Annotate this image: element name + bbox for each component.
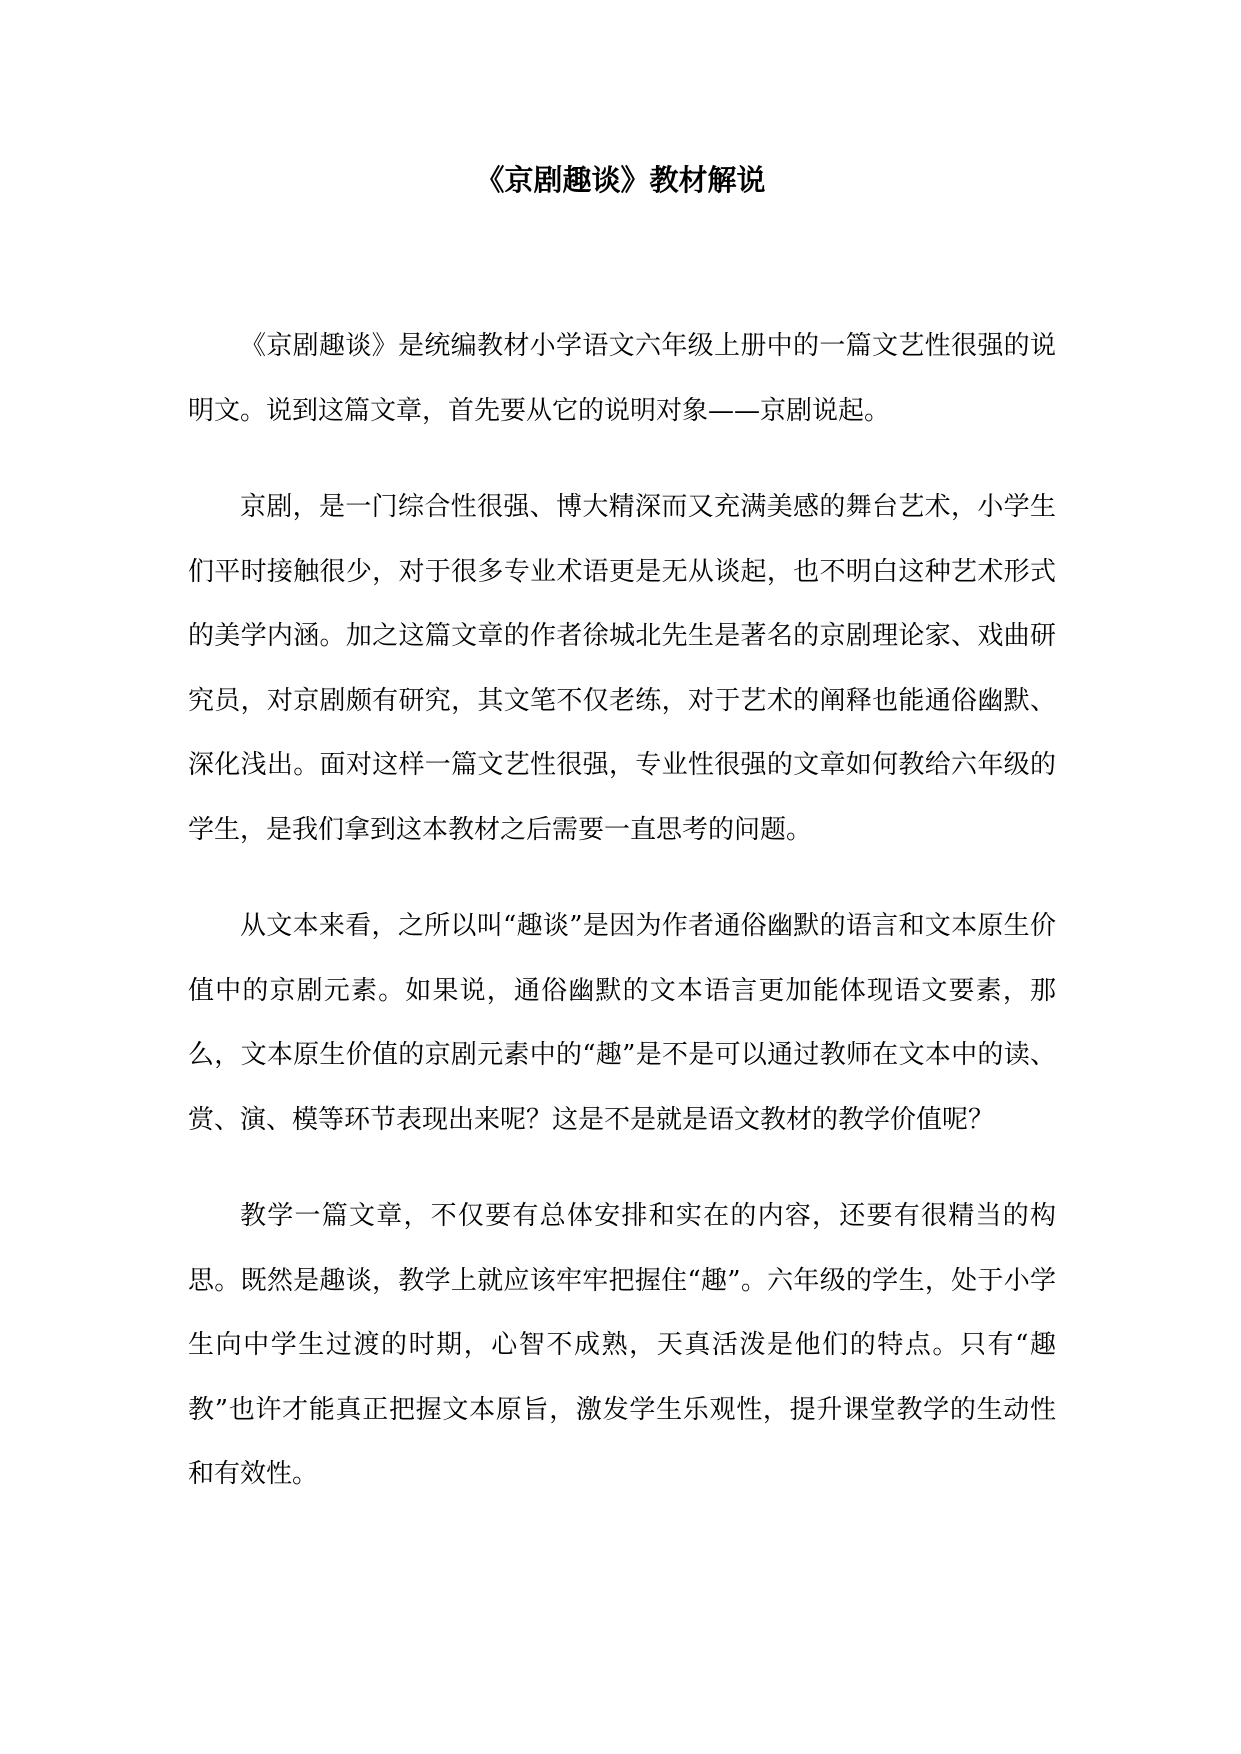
document-title: 《京剧趣谈》教材解说	[475, 163, 766, 197]
paragraph-2: 京剧，是一门综合性很强、博大精深而又充满美感的舞台艺术，小学生们平时接触很少，对于很多专业术语更是无从谈起，也不明白这种艺术形式的美学内涵。加之这篇文章的作者徐城北先生是著名的京剧理论家、戏曲研究员，对京剧颇有研究，其文笔不仅老练，对于艺术的阐释也能通俗幽默、深化浅出。面对这样一篇文艺性很强，专业性很强的文章如何教给六年级的学生，是我们拿到这本教材之后需要一直思考的问题。	[188, 492, 1056, 845]
paragraph-1: 《京剧趣谈》是统编教材小学语文六年级上册中的一篇文艺性很强的说明文。说到这篇文章，首先要从它的说明对象——京剧说起。	[188, 331, 1056, 426]
paragraph-4: 教学一篇文章，不仅要有总体安排和实在的内容，还要有很精当的构思。既然是趣谈，教学上就应该牢牢把握住“趣”。六年级的学生，处于小学生向中学生过渡的时期，心智不成熟，天真活泼是他们的特点。只有“趣教”也许才能真正把握文本原旨，激发学生乐观性，提升课堂教学的生动性和有效性。	[188, 1201, 1056, 1489]
paragraph-3: 从文本来看，之所以叫“趣谈”是因为作者通俗幽默的语言和文本原生价值中的京剧元素。如果说，通俗幽默的文本语言更加能体现语文要素，那么，文本原生价值的京剧元素中的“趣”是不是可以通过教师在文本中的读、赏、演、模等环节表现出来呢？这是不是就是语文教材的教学价值呢？	[188, 911, 1056, 1135]
document-body	[188, 314, 1056, 1539]
